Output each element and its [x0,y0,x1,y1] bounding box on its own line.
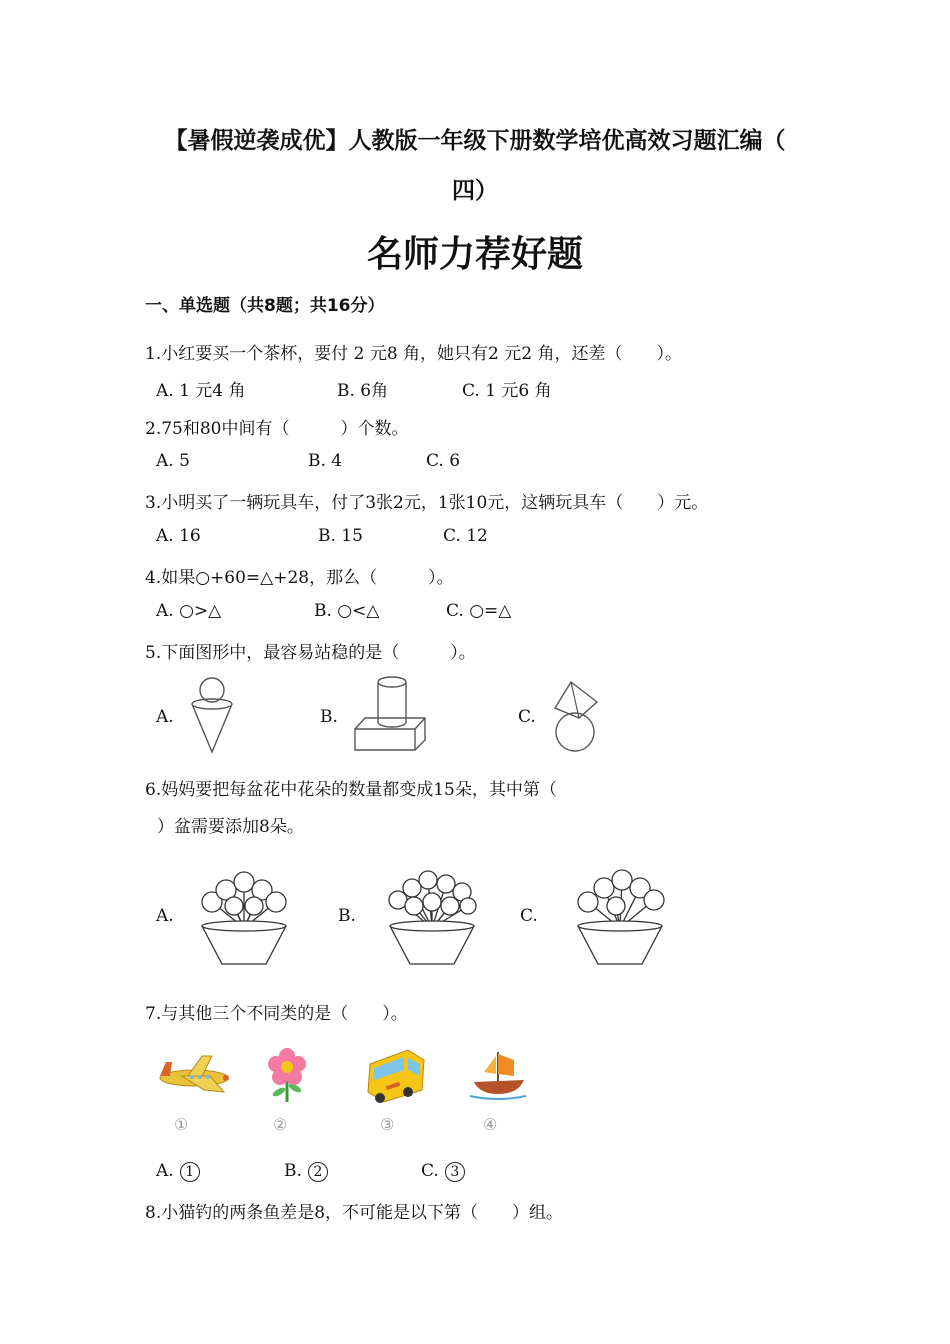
question-3-option-b: B. 15 [318,526,363,546]
image-label-2: ② [273,1115,288,1134]
question-7-option-c [421,1161,465,1182]
question-7-stem: 7.与其他三个不同类的是（ ）。 [145,1004,408,1024]
option-letter: B. [284,1161,302,1181]
question-3-stem: 3.小明买了一辆玩具车，付了3张2元，1张10元，这辆玩具车（ ）元。 [145,493,709,513]
question-4-option-c: C. ○=△ [446,601,512,621]
question-6-stem-line2: ）盆需要添加8朵。 [157,817,304,837]
question-5-option-c: C. [518,707,536,727]
circled-number-3: 3 [445,1162,465,1182]
question-6-option-c: C. [520,906,538,926]
flower-pot-b-figure [384,868,480,968]
cone-on-sphere-figure [551,680,601,754]
question-2-option-b: B. 4 [308,451,343,471]
document-title-line2: 四） [452,178,498,204]
question-6-stem-line1: 6.妈妈要把每盆花中花朵的数量都变成15朵，其中第（ [145,780,557,800]
document-title-line1: 【暑假逆袭成优】人教版一年级下册数学培优高效习题汇编（ [164,128,786,154]
question-6-option-a: A. [156,906,174,926]
question-7-option-b [284,1161,328,1182]
question-7-option-a [156,1161,200,1182]
image-label-3: ③ [380,1115,395,1134]
bus-icon [364,1044,428,1106]
question-1-option-c: C. 1 元6 角 [462,381,552,401]
airplane-icon [152,1046,236,1102]
question-2-option-a: A. 5 [156,451,190,471]
sailboat-icon [468,1046,528,1102]
question-2-stem: 2.75和80中间有（ ）个数。 [145,419,409,439]
question-3-option-a: A. 16 [156,526,201,546]
question-8-stem: 8.小猫钓的两条鱼差是8，不可能是以下第（ ）组。 [145,1203,564,1223]
circled-number-1: 1 [180,1162,200,1182]
flower-pot-c-figure [572,868,668,968]
cylinder-on-cuboid-figure [353,674,429,754]
image-label-4: ④ [483,1115,498,1134]
document-subtitle: 名师力荐好题 [366,234,583,275]
question-1-option-a: A. 1 元4 角 [156,381,246,401]
flower-pot-a-figure [196,868,292,968]
question-5-option-b: B. [320,707,338,727]
question-4-option-a: A. ○>△ [156,601,222,621]
option-letter: A. [156,1161,174,1181]
question-6-option-b: B. [338,906,356,926]
question-1-option-b: B. 6角 [337,381,389,401]
question-4-option-b: B. ○<△ [314,601,380,621]
option-letter: C. [421,1161,439,1181]
sphere-on-cone-figure [188,676,238,756]
question-4-stem: 4.如果○+60=△+28，那么（ ）。 [145,568,454,588]
circled-number-2: 2 [308,1162,328,1182]
section-heading: 一、单选题（共8题；共16分） [145,296,385,316]
image-label-1: ① [174,1115,189,1134]
question-2-option-c: C. 6 [426,451,461,471]
question-5-stem: 5.下面图形中，最容易站稳的是（ ）。 [145,643,476,663]
question-3-option-c: C. 12 [443,526,488,546]
question-1-stem: 1.小红要买一个茶杯，要付 2 元8 角，她只有2 元2 角，还差（ ）。 [145,344,683,364]
question-5-option-a: A. [156,707,174,727]
flower-icon [262,1046,312,1104]
